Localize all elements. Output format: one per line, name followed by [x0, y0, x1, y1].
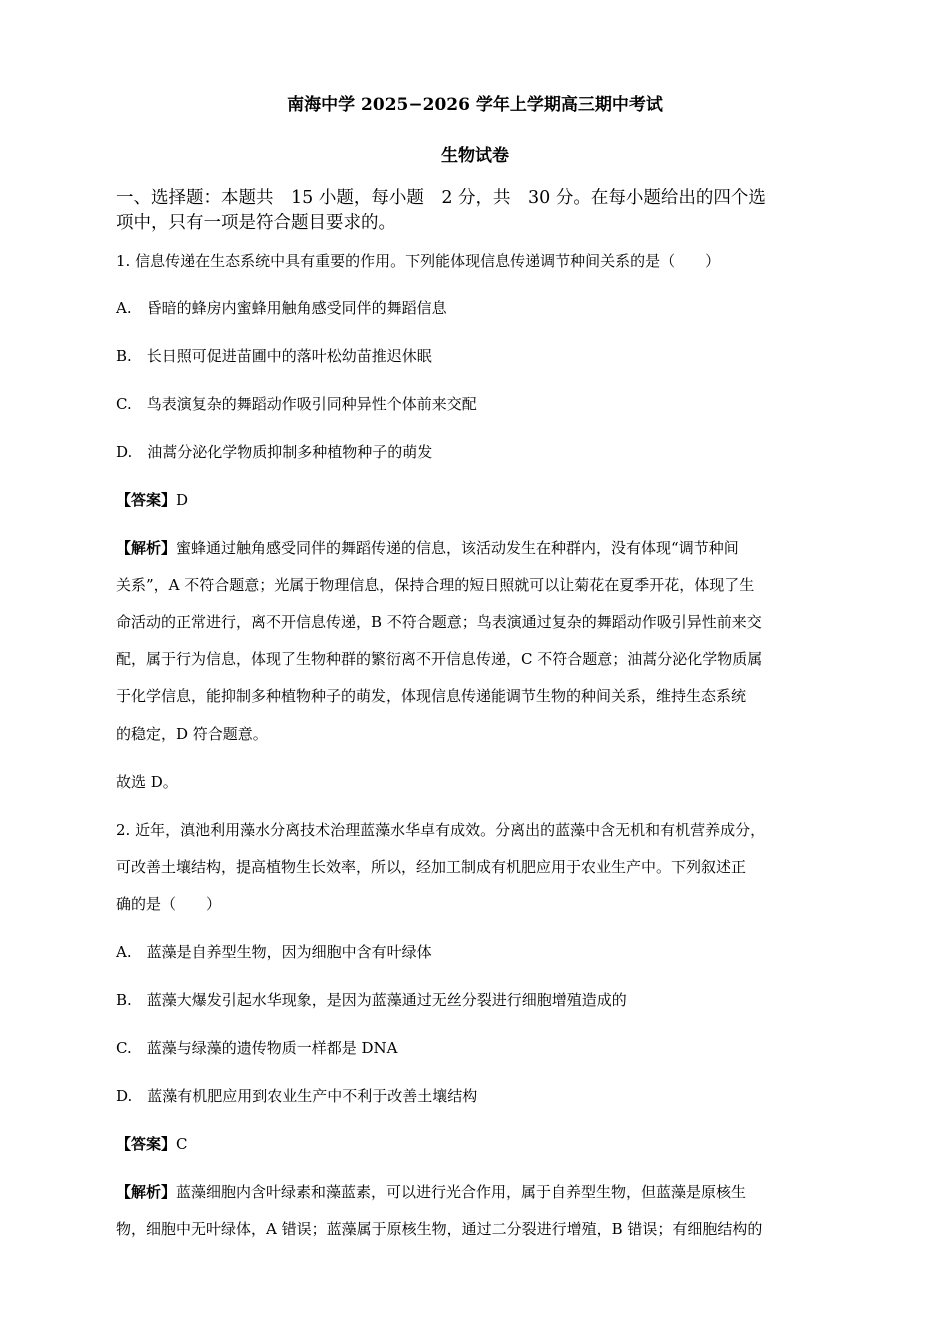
q2-option-c: C. 蓝藻与绿藻的遗传物质一样都是 DNA [116, 1039, 398, 1057]
q1-analysis-text-1: 蜜蜂通过触角感受同伴的舞蹈传递的信息，该活动发生在种群内，没有体现“调节种间 [176, 539, 739, 557]
q2-option-a: A. 蓝藻是自养型生物，因为细胞中含有叶绿体 [116, 943, 432, 961]
section-intro-line-1: 一、选择题：本题共 15 小题，每小题 2 分，共 30 分。在每小题给出的四个选 [116, 188, 766, 208]
q1-answer-label: 【答案】 [116, 491, 177, 509]
exam-subtitle: 生物试卷 [441, 146, 509, 166]
q1-analysis-label: 【解析】 [116, 539, 177, 557]
q1-option-b: B. 长日照可促进苗圃中的落叶松幼苗推迟休眠 [116, 347, 432, 365]
q1-stem: 1. 信息传递在生态系统中具有重要的作用。下列能体现信息传递调节种间关系的是（ ） [116, 252, 721, 270]
q1-answer-value: D [176, 491, 189, 509]
q2-stem-line-2: 可改善土壤结构，提高植物生长效率，所以，经加工制成有机肥应用于农业生产中。下列叙述正 [116, 858, 747, 876]
q2-option-d: D. 蓝藻有机肥应用到农业生产中不利于改善土壤结构 [116, 1087, 478, 1105]
q2-analysis-line-2: 物，细胞中无叶绿体，A 错误；蓝藻属于原核生物，通过二分裂进行增殖，B 错误；有细胞结构的 [116, 1220, 763, 1238]
q2-analysis-line-1 [116, 1182, 746, 1202]
q1-option-c: C. 鸟表演复杂的舞蹈动作吸引同种异性个体前来交配 [116, 395, 477, 413]
q1-analysis-line-2: 关系”，A 不符合题意；光属于物理信息，保持合理的短日照就可以让菊花在夏季开花，体现了生 [116, 576, 755, 594]
q1-option-d: D. 油蒿分泌化学物质抑制多种植物种子的萌发 [116, 443, 433, 461]
q2-stem-line-1: 2. 近年，滇池利用藻水分离技术治理蓝藻水华卓有成效。分离出的蓝藻中含无机和有机营养成分， [116, 821, 766, 839]
q1-analysis-line-4: 配，属于行为信息，体现了生物种群的繁衍离不开信息传递，C 不符合题意；油蒿分泌化学物质属 [116, 650, 763, 668]
q1-analysis-line-1 [116, 538, 739, 558]
section-intro-line-2: 项中，只有一项是符合题目要求的。 [116, 213, 396, 233]
q2-stem-line-3: 确的是（ ） [116, 895, 222, 913]
q1-conclusion: 故选 D。 [116, 773, 178, 791]
q1-option-a: A. 昏暗的蜂房内蜜蜂用触角感受同伴的舞蹈信息 [116, 299, 447, 317]
q1-answer [116, 490, 188, 510]
q2-answer-label: 【答案】 [116, 1135, 177, 1153]
q2-answer-value: C [176, 1135, 188, 1153]
q2-analysis-label: 【解析】 [116, 1183, 177, 1201]
q1-analysis-line-3: 命活动的正常进行，离不开信息传递，B 不符合题意；鸟表演通过复杂的舞蹈动作吸引异性前来交 [116, 613, 762, 631]
q1-analysis-line-6: 的稳定，D 符合题意。 [116, 725, 268, 743]
q2-analysis-text-1: 蓝藻细胞内含叶绿素和藻蓝素，可以进行光合作用，属于自养型生物，但蓝藻是原核生 [176, 1183, 747, 1201]
q2-option-b: B. 蓝藻大爆发引起水华现象，是因为蓝藻通过无丝分裂进行细胞增殖造成的 [116, 991, 627, 1009]
q2-answer [116, 1134, 188, 1154]
exam-title: 南海中学 2025−2026 学年上学期高三期中考试 [287, 95, 663, 115]
q1-analysis-line-5: 于化学信息，能抑制多种植物种子的萌发，体现信息传递能调节生物的种间关系，维持生态系统 [116, 687, 747, 705]
